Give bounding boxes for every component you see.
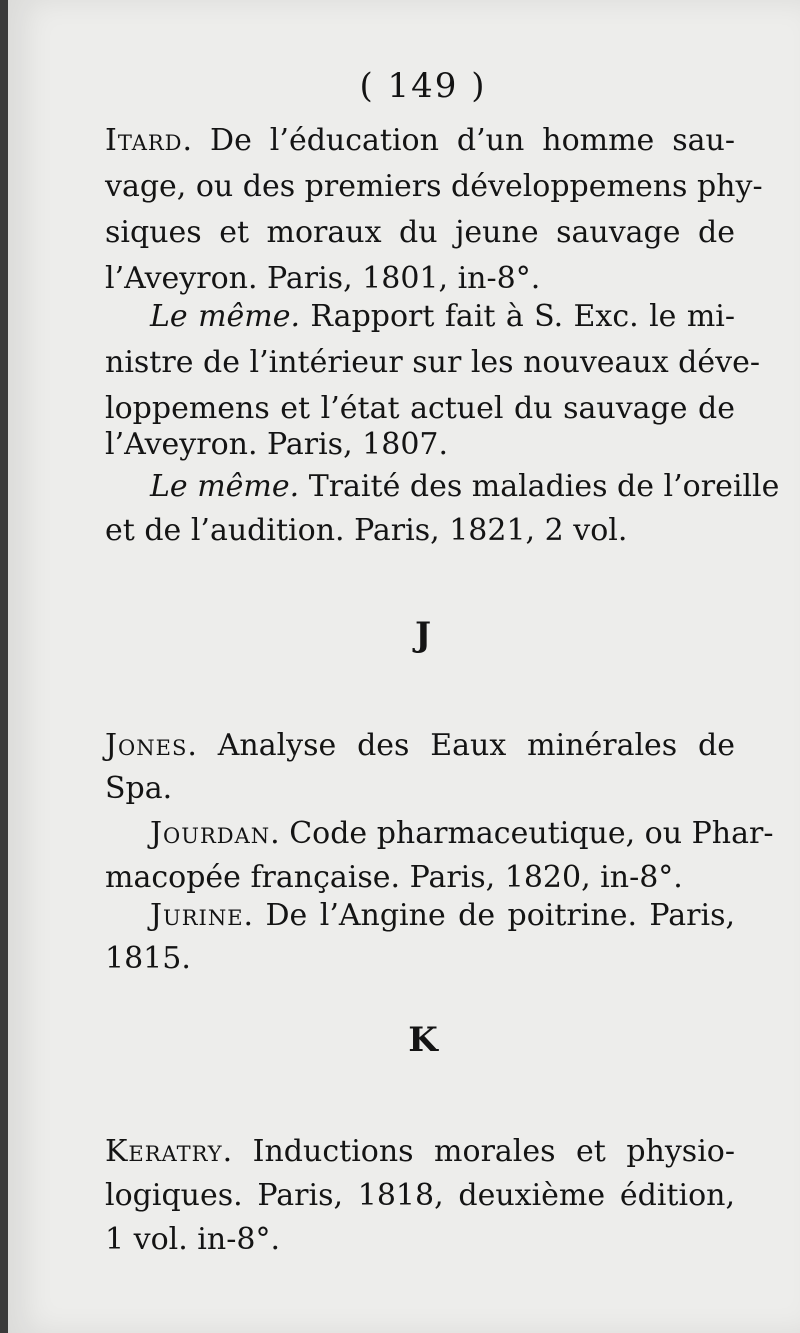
entry-text: Rapport fait à S. Exc. le mi- (300, 299, 735, 334)
entry-text: . De l’éducation d’un homme sau- (182, 123, 735, 158)
author-jurine: Jurine (150, 898, 244, 933)
entry-jourdan-line-2: macopée française. Paris, 1820, in-8°. (105, 860, 683, 895)
entry-text: . Code pharmaceutique, ou Phar- (270, 816, 774, 851)
entry-text: . De l’Angine de poitrine. Paris, (243, 898, 735, 933)
section-letter-j: J (414, 615, 432, 655)
entry-keratry-line-1 (105, 1129, 735, 1175)
entry-text: Traité des maladies de l’oreille (299, 469, 780, 504)
entry-keratry-line-2: logiques. Paris, 1818, deuxième édition, (105, 1178, 735, 1213)
entry-itard-rapport-line-2: nistre de l’intérieur sur les nouveaux déve- (105, 345, 760, 380)
book-page (8, 0, 800, 1333)
entry-keratry-line-3: 1 vol. in-8°. (105, 1222, 280, 1257)
entry-itard-traite-line-1 (150, 464, 780, 510)
author-jourdan: Jourdan (150, 816, 271, 851)
entry-itard-line-2: vage, ou des premiers développemens phy- (105, 169, 763, 204)
le-meme-label: Le même. (150, 299, 301, 334)
entry-itard-line-4: l’Aveyron. Paris, 1801, in-8°. (105, 261, 541, 296)
entry-itard-rapport-line-3: loppemens et l’état actuel du sauvage de (105, 391, 735, 426)
entry-jones-line-2: Spa. (105, 771, 173, 806)
le-meme-label: Le même. (150, 469, 300, 504)
section-letter-k: K (408, 1020, 438, 1060)
page-number: ( 149 ) (359, 66, 487, 106)
author-jones: Jones (105, 728, 188, 763)
entry-itard-rapport-line-4: l’Aveyron. Paris, 1807. (105, 427, 449, 462)
entry-text: . Analyse des Eaux minérales de (187, 728, 735, 763)
entry-jourdan-line-1 (150, 811, 774, 857)
entry-jurine-line-2: 1815. (105, 941, 191, 976)
entry-jurine-line-1 (150, 893, 735, 939)
author-itard: Itard (105, 123, 183, 158)
entry-jones-line-1 (105, 723, 735, 769)
entry-itard-rapport-line-1 (150, 294, 735, 340)
entry-itard-line-3: siques et moraux du jeune sauvage de (105, 215, 735, 250)
entry-text: . Inductions morales et physio- (222, 1134, 735, 1169)
entry-itard-traite-line-2: et de l’audition. Paris, 1821, 2 vol. (105, 513, 628, 548)
entry-itard-line-1 (105, 118, 735, 164)
author-keratry: Keratry (105, 1134, 223, 1169)
